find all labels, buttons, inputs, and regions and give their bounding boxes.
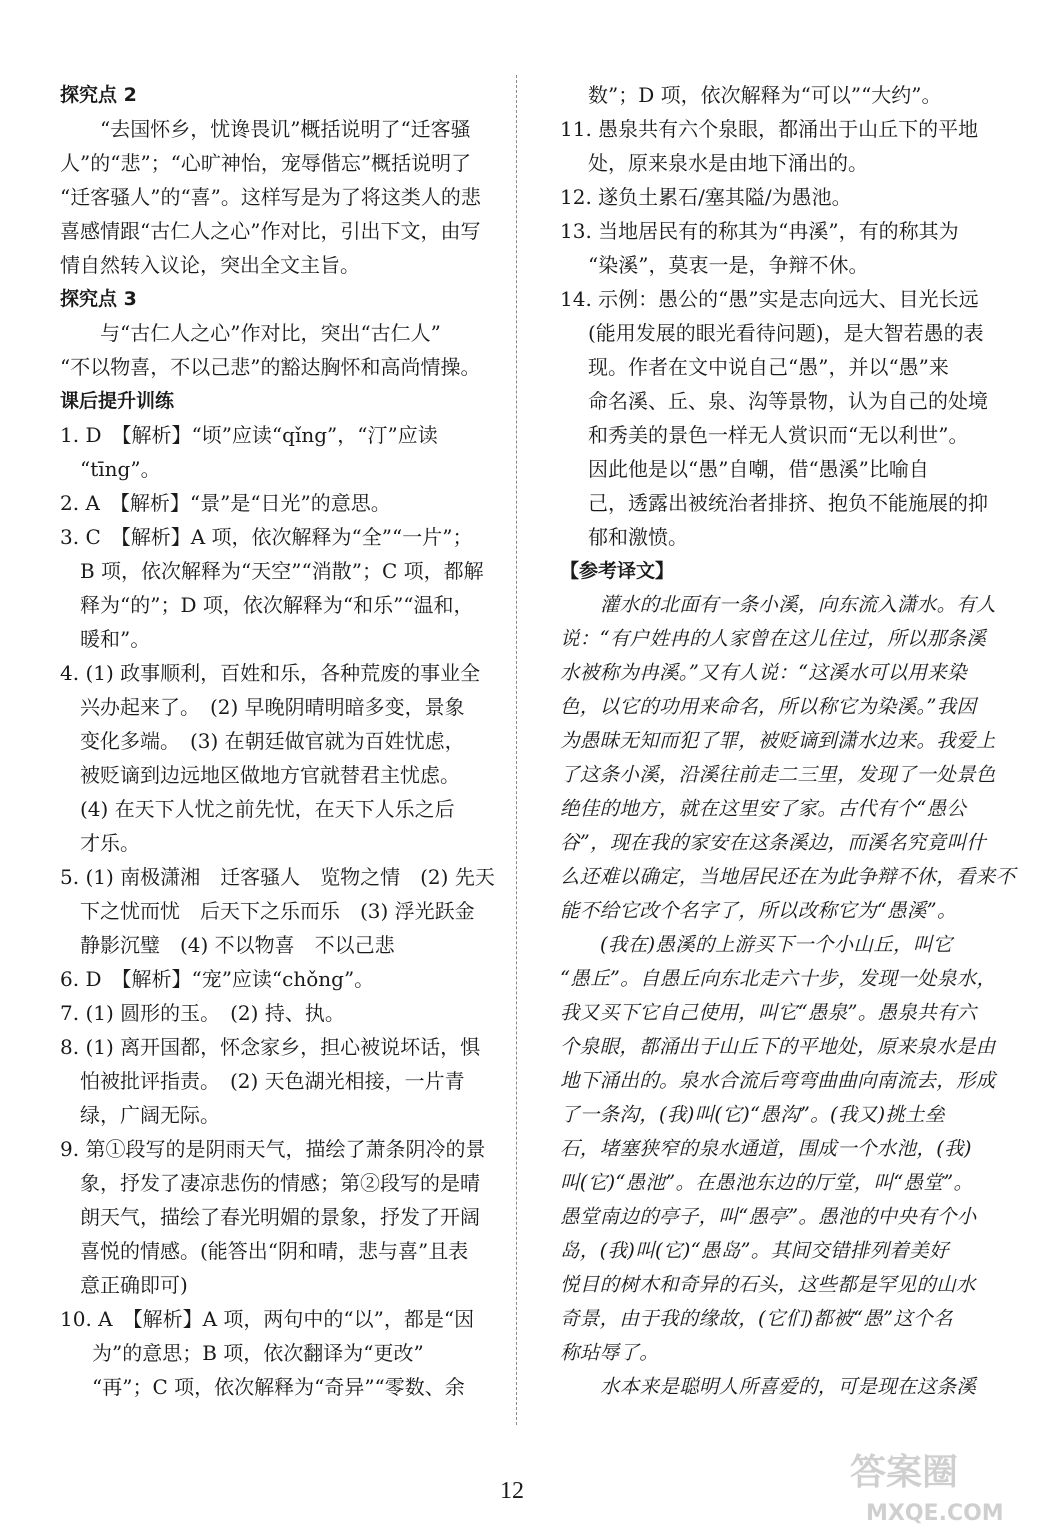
left-column-line: 7. (1) 圆形的玉。 (2) 持、执。 [60, 1001, 345, 1025]
right-column-line: 14. 示例：愚公的“愚”实是志向远大、目光长远 [560, 287, 979, 311]
left-column-line: 5. (1) 南极潇湘 迁客骚人 览物之情 (2) 先天 [60, 865, 495, 889]
watermark-title: 答案圈 [850, 1452, 959, 1493]
right-column-line: 个泉眼，都涌出于山丘下的平地处，原来泉水是由 [560, 1035, 996, 1058]
left-column-line: 兴办起来了。 (2) 早晚阴晴明暗多变，景象 [80, 695, 465, 719]
right-column-line: 色，以它的功用来命名，所以称它为染溪。”我因 [560, 695, 977, 718]
right-column-line: 奇景，由于我的缘故，(它们)都被“愚”这个名 [560, 1307, 953, 1330]
right-column-line: (我在)愚溪的上游买下一个小山丘，叫它 [600, 933, 953, 956]
left-column-line: 10. A 【解析】A 项，两句中的“以”，都是“因 [60, 1307, 475, 1331]
left-column-line: 4. (1) 政事顺利，百姓和乐，各种荒废的事业全 [60, 661, 481, 685]
right-column-line: 现。作者在文中说自己“愚”，并以“愚”来 [588, 355, 949, 379]
right-column-line: 岛，(我)叫(它)“愚岛”。其间交错排列着美好 [560, 1239, 949, 1262]
right-column-line: “愚丘”。自愚丘向东北走六十步，发现一处泉水， [560, 967, 997, 990]
right-column-line: 称玷辱了。 [560, 1341, 660, 1364]
right-column-line: 谷”，现在我的家安在这条溪边，而溪名究竟叫什 [560, 831, 987, 854]
right-column-line: 了一条沟，(我)叫(它)“愚沟”。(我又)挑土垒 [560, 1103, 945, 1126]
right-column-line: 命名溪、丘、泉、沟等景物，认为自己的处境 [588, 389, 988, 413]
left-column-line: 与“古仁人之心”作对比，突出“古仁人” [100, 321, 441, 345]
left-column-line: 6. D 【解析】“宠”应读“chǒng”。 [60, 967, 375, 991]
left-column-line: 为”的意思；B 项，依次翻译为“更改” [92, 1341, 424, 1365]
right-column-line: 己，透露出被统治者排挤、抱负不能施展的抑 [588, 491, 988, 515]
right-column-line: 愚堂南边的亭子，叫“愚亭”。愚池的中央有个小 [560, 1205, 977, 1228]
right-column-line: (能用发展的眼光看待问题)，是大智若愚的表 [588, 321, 984, 345]
left-column-line: 朗天气，描绘了春光明媚的景象，抒发了开阔 [80, 1205, 480, 1229]
right-column-line: 数”；D 项，依次解释为“可以”“大约”。 [588, 83, 942, 107]
right-column-line: 么还难以确定，当地居民还在为此争辩不休，看来不 [560, 865, 1016, 888]
right-column-line: 我又买下它自己使用，叫它“愚泉”。愚泉共有六 [560, 1001, 977, 1024]
right-column-line: 悦目的树木和奇异的石头，这些都是罕见的山水 [560, 1273, 976, 1296]
left-column-line: 课后提升训练 [60, 390, 175, 412]
left-column-line: 怕被批评指责。 (2) 天色湖光相接，一片青 [80, 1069, 465, 1093]
right-column-line: 水本来是聪明人所喜爱的，可是现在这条溪 [600, 1375, 977, 1398]
left-column-line: 下之忧而忧 后天下之乐而乐 (3) 浮光跃金 [80, 899, 475, 923]
left-column-line: 才乐。 [80, 831, 140, 855]
left-column-line: 绿，广阔无际。 [80, 1103, 220, 1127]
left-column-line: “迁客骚人”的“喜”。这样写是为了将这类人的悲 [60, 185, 481, 209]
right-column-line: 说：“有户姓冉的人家曾在这儿住过，所以那条溪 [560, 627, 987, 650]
right-column-line: 叫(它)“愚池”。在愚池东边的厅堂，叫“愚堂”。 [560, 1171, 974, 1194]
left-column-line: 1. D 【解析】“顷”应读“qǐng”，“汀”应读 [60, 423, 438, 447]
left-column-line: “再”；C 项，依次解释为“奇异”“零数、余 [92, 1375, 465, 1399]
right-column-line: 能不给它改个名字了，所以改称它为“愚溪”。 [560, 899, 957, 922]
left-column-line: “tīng”。 [80, 457, 161, 481]
left-column-line: 人”的“悲”；“心旷神怡，宠辱偕忘”概括说明了 [60, 151, 472, 175]
right-column-line: 13. 当地居民有的称其为“冉溪”，有的称其为 [560, 219, 959, 243]
left-column-line: 释为“的”；D 项，依次解释为“和乐”“温和， [80, 593, 474, 617]
left-column-line: “去国怀乡，忧谗畏讥”概括说明了“迁客骚 [100, 117, 471, 141]
left-column-line: B 项，依次解释为“天空”“消散”；C 项，都解 [80, 559, 484, 583]
left-column-line: 象，抒发了凄凉悲伤的情感；第②段写的是晴 [80, 1171, 480, 1195]
right-column-line: 处，原来泉水是由地下涌出的。 [588, 151, 868, 175]
right-column-line: 11. 愚泉共有六个泉眼，都涌出于山丘下的平地 [560, 117, 979, 141]
right-column-line: 灌水的北面有一条小溪，向东流入潇水。有人 [600, 593, 997, 616]
left-column-line: 9. 第①段写的是阴雨天气，描绘了萧条阴冷的景 [60, 1137, 486, 1161]
right-column-line: 【参考译文】 [560, 560, 675, 582]
right-column-line: 了这条小溪，沿溪往前走二三里，发现了一处景色 [560, 763, 996, 786]
right-column-line: 地下涌出的。泉水合流后弯弯曲曲向南流去，形成 [560, 1069, 996, 1092]
left-column-line: 3. C 【解析】A 项，依次解释为“全”“一片”； [60, 525, 473, 549]
page-number: 12 [500, 1478, 524, 1504]
right-column-line: 石，堵塞狭窄的泉水通道，围成一个水池，(我) [560, 1137, 972, 1160]
right-column [560, 78, 1016, 1404]
left-column-line: 探究点 2 [60, 84, 137, 106]
left-column-line: 喜悦的情感。(能答出“阴和晴，悲与喜”且表 [80, 1239, 469, 1263]
left-column-line: 情自然转入议论，突出全文主旨。 [60, 253, 360, 277]
left-column-line: “不以物喜，不以己悲”的豁达胸怀和高尚情操。 [60, 355, 481, 379]
watermark-logo [842, 1440, 1022, 1530]
watermark-url: MXQE.COM [866, 1501, 1004, 1526]
right-column-line: 和秀美的景色一样无人赏识而“无以利世”。 [588, 423, 969, 447]
right-column-line: 绝佳的地方，就在这里安了家。古代有个“愚公 [560, 797, 967, 820]
left-column-line: 静影沉璧 (4) 不以物喜 不以己悲 [80, 933, 395, 957]
right-column-line: 水被称为冉溪。”又有人说：“这溪水可以用来染 [560, 661, 967, 684]
right-column-line: 郁和激愤。 [588, 525, 688, 549]
left-column [60, 78, 495, 1404]
left-column-line: 探究点 3 [60, 288, 137, 310]
column-divider [516, 75, 517, 1425]
right-column-line: “染溪”，莫衷一是，争辩不休。 [588, 253, 869, 277]
left-column-line: 2. A 【解析】“景”是“日光”的意思。 [60, 491, 391, 515]
right-column-line: 为愚昧无知而犯了罪，被贬谪到潇水边来。我爱上 [560, 729, 996, 752]
right-column-line: 因此他是以“愚”自嘲，借“愚溪”比喻自 [588, 457, 929, 481]
left-column-line: 变化多端。 (3) 在朝廷做官就为百姓忧虑， [80, 729, 465, 753]
left-column-line: 意正确即可) [80, 1273, 188, 1297]
left-column-line: 喜感情跟“古仁人之心”作对比，引出下文，由写 [60, 219, 481, 243]
left-column-line: (4) 在天下人忧之前先忧，在天下人乐之后 [80, 797, 455, 821]
left-column-line: 被贬谪到边远地区做地方官就替君主忧虑。 [80, 763, 460, 787]
right-column-line: 12. 遂负土累石/塞其隘/为愚池。 [560, 185, 852, 209]
left-column-line: 暖和”。 [80, 627, 151, 651]
left-column-line: 8. (1) 离开国都，怀念家乡，担心被说坏话，惧 [60, 1035, 481, 1059]
